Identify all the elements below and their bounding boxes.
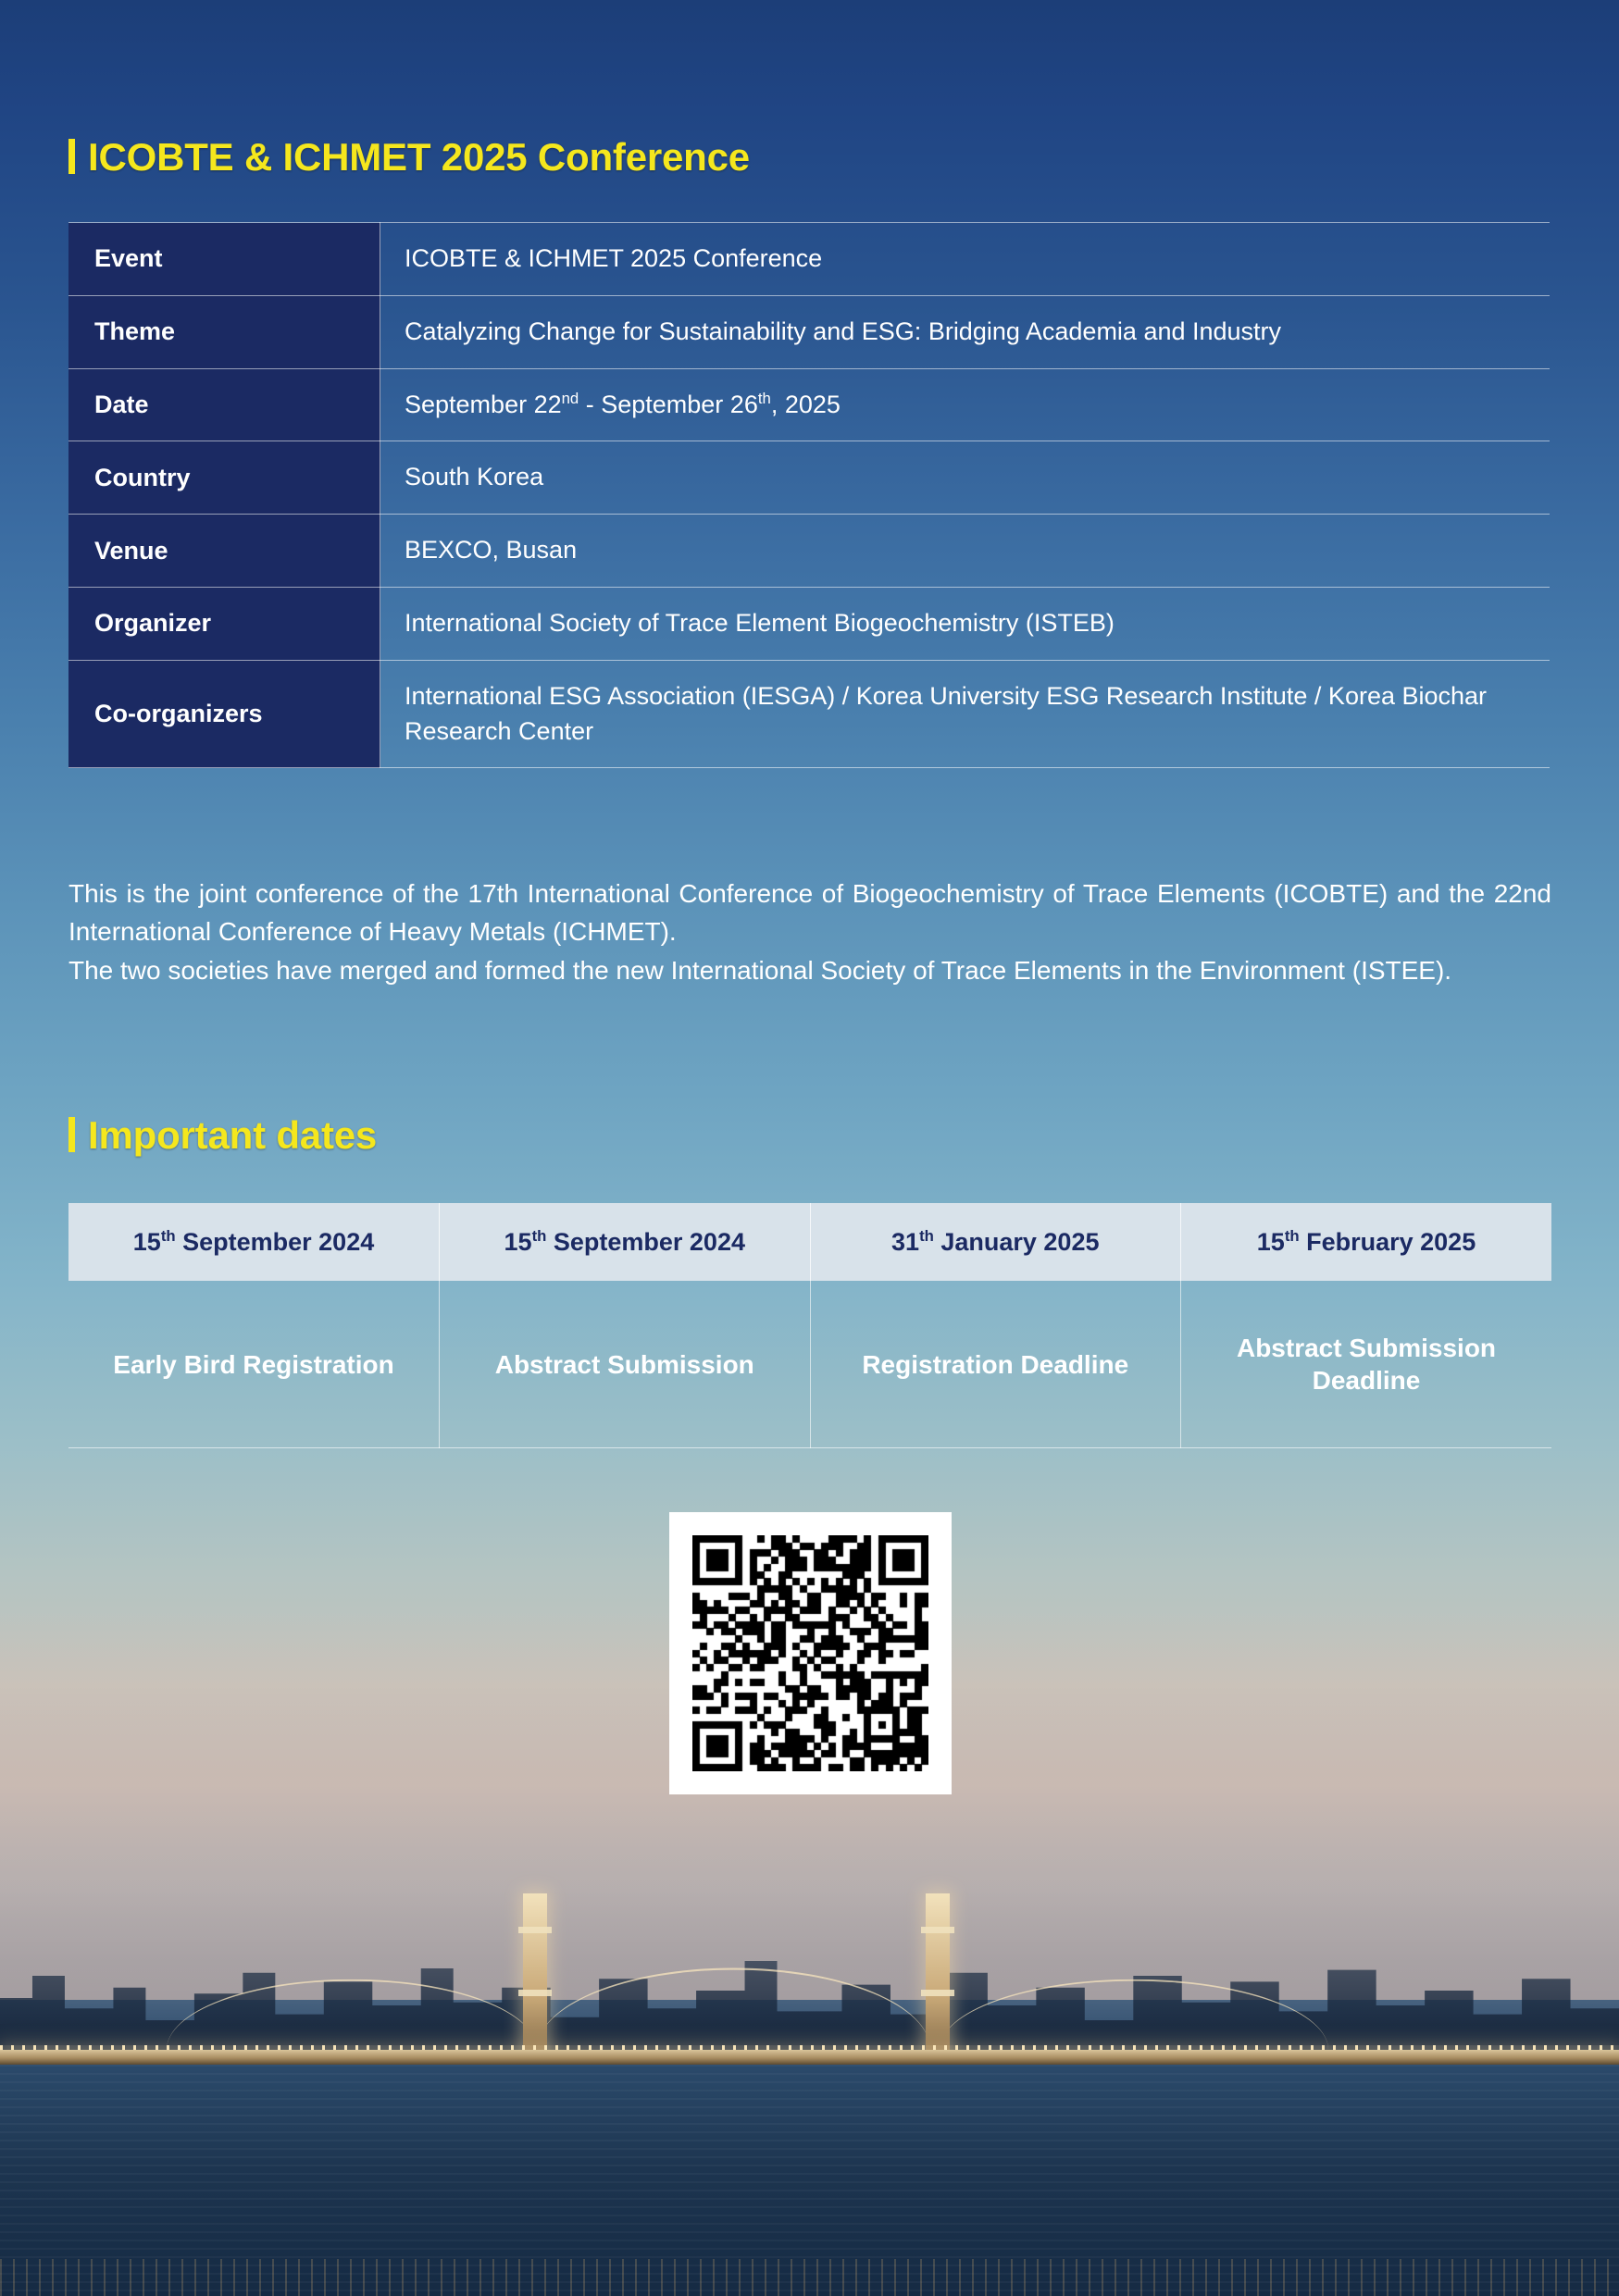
info-value-venue: BEXCO, Busan [380,515,1551,588]
info-value-event: ICOBTE & ICHMET 2025 Conference [380,223,1551,296]
title-bar-icon [68,139,75,174]
table-row [68,441,1550,515]
bridge-tower [926,1893,950,2065]
conference-title-block [68,135,750,180]
important-dates-table [68,1203,1551,1448]
table-header-row [68,1203,1551,1281]
qr-code-container[interactable] [669,1512,952,1794]
table-row [68,295,1550,368]
date-header-4: 15th February 2025 [1181,1203,1552,1281]
important-dates-title-text: Important dates [88,1113,378,1157]
table-row [68,587,1550,660]
date-header-3: 31th January 2025 [810,1203,1181,1281]
table-row [68,368,1550,441]
info-value-date: September 22nd - September 26th, 2025 [380,368,1551,441]
bridge-lights [0,2045,1619,2050]
date-label-2: Abstract Submission [440,1281,811,1448]
important-dates-title-block [68,1113,377,1158]
info-value-country: South Korea [380,441,1551,515]
info-label-theme: Theme [68,295,380,368]
info-label-venue: Venue [68,515,380,588]
description-line-1: This is the joint conference of the 17th International Conference of Biogeochemistry of Trace Elements (ICOBTE) and the 22nd International Conference of Heavy Metals (ICHMET). [68,879,1551,947]
sea-water [0,2065,1619,2296]
date-header-1: 15th September 2024 [68,1203,440,1281]
info-value-co-organizers: International ESG Association (IESGA) / Korea University ESG Research Institute / Korea Biochar Research Center [380,660,1551,768]
table-row [68,515,1550,588]
info-label-co-organizers: Co-organizers [68,660,380,768]
conference-title-text: ICOBTE & ICHMET 2025 Conference [88,135,750,179]
date-label-4: Abstract Submission Deadline [1181,1281,1552,1448]
info-label-date: Date [68,368,380,441]
info-label-event: Event [68,223,380,296]
conference-info-table [68,222,1550,768]
important-dates-title [68,1113,377,1158]
qr-code[interactable] [692,1535,928,1771]
title-bar-icon [68,1117,75,1152]
description-line-2: The two societies have merged and formed the new International Society of Trace Elements in the Environment (ISTEE). [68,955,1452,985]
info-label-organizer: Organizer [68,587,380,660]
date-label-3: Registration Deadline [810,1281,1181,1448]
date-label-1: Early Bird Registration [68,1281,440,1448]
conference-description [68,875,1551,989]
bridge-deck [0,2050,1619,2065]
info-value-theme: Catalyzing Change for Sustainability and ESG: Bridging Academia and Industry [380,295,1551,368]
bridge-tower [523,1893,547,2065]
table-row [68,1281,1551,1448]
table-row [68,223,1550,296]
page-title [68,135,750,180]
info-label-country: Country [68,441,380,515]
table-row [68,660,1550,768]
info-value-organizer: International Society of Trace Element Biogeochemistry (ISTEB) [380,587,1551,660]
date-header-2: 15th September 2024 [440,1203,811,1281]
water-reflections [0,2259,1619,2296]
